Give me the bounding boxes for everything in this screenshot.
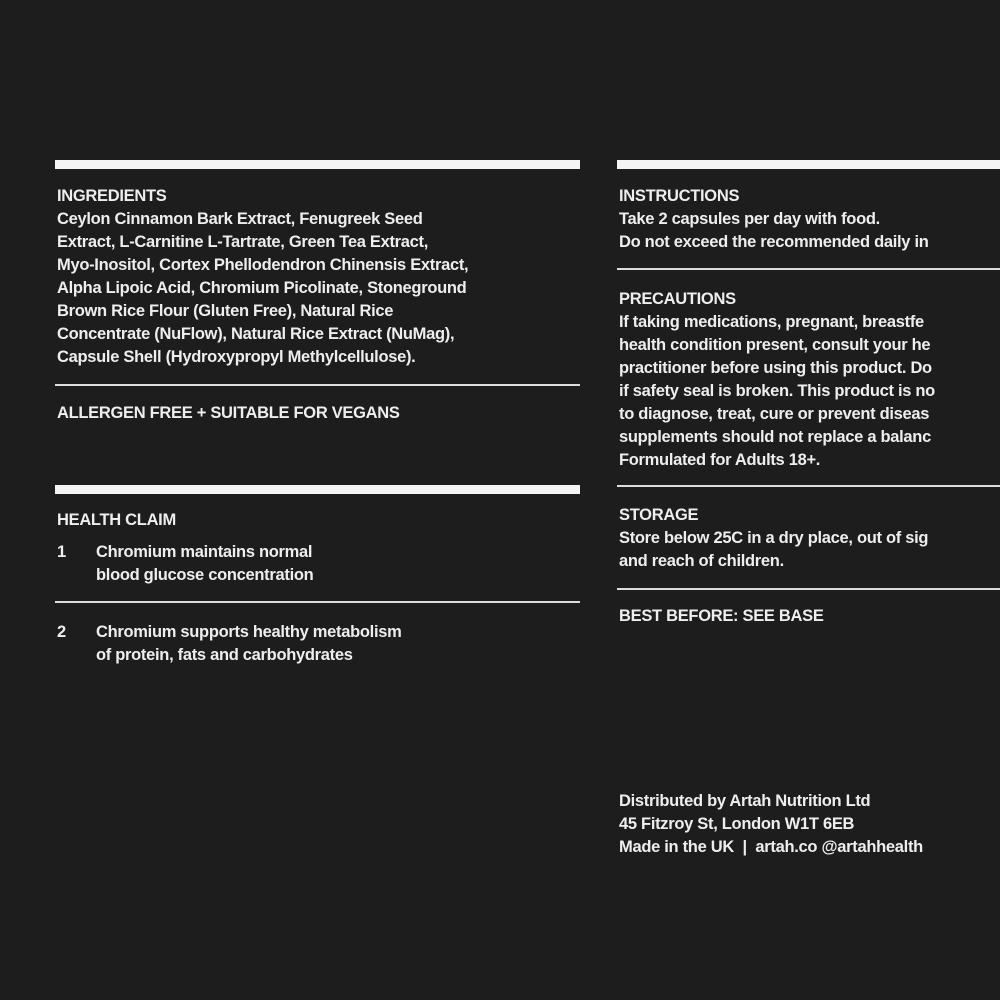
distributor-line: Distributed by Artah Nutrition Ltd	[619, 792, 871, 810]
instructions-heading: INSTRUCTIONS	[619, 187, 740, 205]
distributor-line: Made in the UK | artah.co @artahhealth	[619, 838, 923, 856]
health-claim-line: blood glucose concentration	[96, 566, 314, 584]
health-claim-number: 1	[57, 543, 66, 561]
instructions-line: Take 2 capsules per day with food.	[619, 210, 880, 228]
allergen-divider	[55, 384, 580, 386]
storage-line: Store below 25C in a dry place, out of sig	[619, 529, 929, 547]
distributor-line: 45 Fitzroy St, London W1T 6EB	[619, 815, 855, 833]
best-before-statement: BEST BEFORE: SEE BASE	[619, 607, 824, 625]
ingredients-heading: INGREDIENTS	[57, 187, 167, 205]
health-claim-line: Chromium supports healthy metabolism	[96, 623, 402, 641]
storage-line: and reach of children.	[619, 552, 784, 570]
health-claim-line: Chromium maintains normal	[96, 543, 313, 561]
ingredients-line: Myo-Inositol, Cortex Phellodendron Chinensis Extract,	[57, 256, 469, 274]
health-claim-divider	[55, 601, 580, 603]
ingredients-line: Extract, L-Carnitine L-Tartrate, Green Tea Extract,	[57, 233, 429, 251]
ingredients-line: Concentrate (NuFlow), Natural Rice Extract (NuMag),	[57, 325, 455, 343]
storage-text	[619, 527, 928, 573]
allergen-statement: ALLERGEN FREE + SUITABLE FOR VEGANS	[57, 404, 400, 422]
health-claim-line: of protein, fats and carbohydrates	[96, 646, 353, 664]
precautions-line: Formulated for Adults 18+.	[619, 451, 821, 469]
precautions-text	[619, 311, 935, 472]
ingredients-line: Capsule Shell (Hydroxypropyl Methylcellulose).	[57, 348, 416, 366]
health-claim-heading: HEALTH CLAIM	[57, 511, 176, 529]
storage-heading: STORAGE	[619, 506, 699, 524]
precautions-line: practitioner before using this product. Do	[619, 359, 932, 377]
instructions-top-rule	[617, 160, 1000, 169]
health-claim-text	[96, 621, 402, 667]
storage-divider	[617, 485, 1000, 487]
health-claim-number: 2	[57, 623, 66, 641]
ingredients-list	[57, 208, 468, 369]
distributor-info	[619, 790, 923, 859]
precautions-line: if safety seal is broken. This product is no	[619, 382, 935, 400]
instructions-line: Do not exceed the recommended daily in	[619, 233, 929, 251]
precautions-line: supplements should not replace a balanc	[619, 428, 931, 446]
precautions-line: health condition present, consult your he	[619, 336, 931, 354]
instructions-text	[619, 208, 929, 254]
health-claim-text	[96, 541, 313, 587]
right-column	[617, 0, 1000, 1000]
ingredients-line: Alpha Lipoic Acid, Chromium Picolinate, Stoneground	[57, 279, 467, 297]
health-claim-top-rule	[55, 485, 580, 494]
precautions-line: If taking medications, pregnant, breastfe	[619, 313, 924, 331]
left-column	[55, 0, 580, 1000]
ingredients-top-rule	[55, 160, 580, 169]
ingredients-line: Ceylon Cinnamon Bark Extract, Fenugreek Seed	[57, 210, 423, 228]
precautions-heading: PRECAUTIONS	[619, 290, 736, 308]
ingredients-line: Brown Rice Flour (Gluten Free), Natural Rice	[57, 302, 394, 320]
precautions-divider	[617, 268, 1000, 270]
best-before-divider	[617, 588, 1000, 590]
precautions-line: to diagnose, treat, cure or prevent diseas	[619, 405, 930, 423]
